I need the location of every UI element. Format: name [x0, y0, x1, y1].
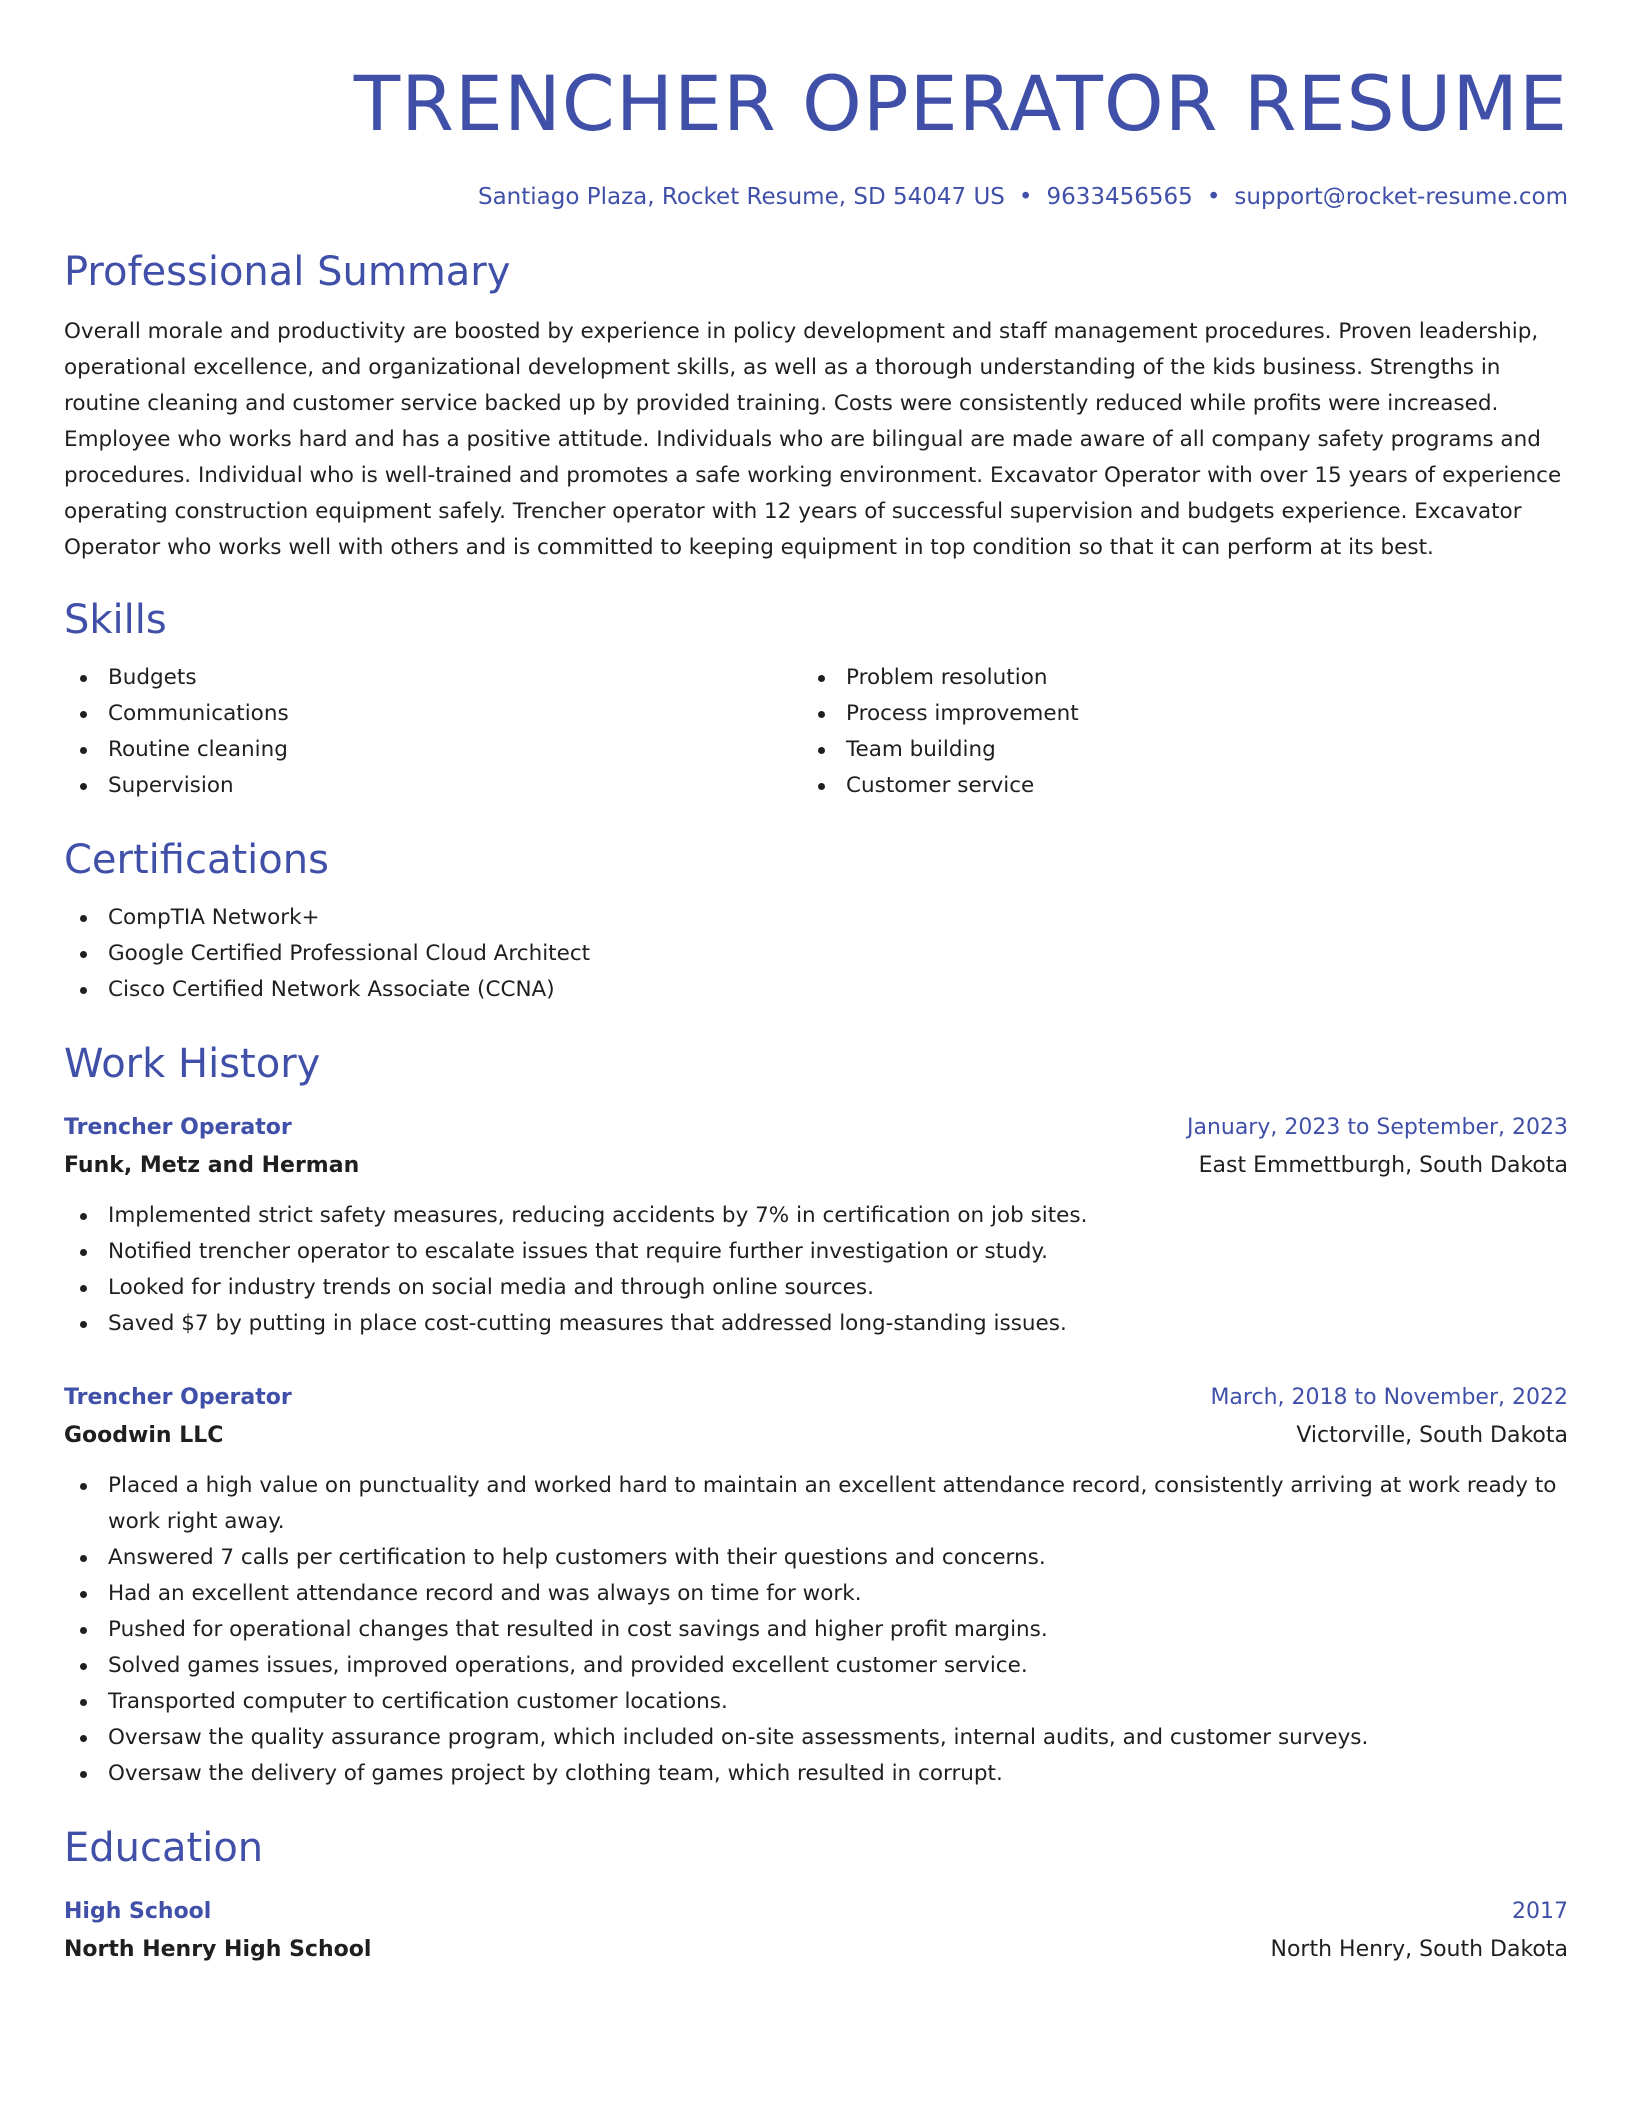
contact-phone[interactable]: 9633456565	[1046, 184, 1193, 210]
job-location: Victorville, South Dakota	[1296, 1423, 1568, 1448]
job-title-row	[64, 1382, 1568, 1414]
job-bullets	[64, 1468, 1568, 1792]
job-bullet: Pushed for operational changes that resulted in cost savings and higher profit margins.	[64, 1612, 1568, 1648]
certifications-heading: Certifications	[64, 837, 329, 883]
job-bullet: Oversaw the delivery of games project by clothing team, which resulted in corrupt.	[64, 1756, 1568, 1792]
education-degree-row	[64, 1896, 1568, 1928]
contact-email[interactable]: support@rocket-resume.com	[1234, 184, 1568, 210]
job-company: Goodwin LLC	[64, 1423, 224, 1448]
certification-item: CompTIA Network+	[64, 900, 1568, 936]
certifications-list	[64, 900, 1568, 1008]
resume-header	[64, 0, 1568, 212]
job-dates: March, 2018 to November, 2022	[1210, 1385, 1568, 1410]
skills-grid	[64, 660, 1568, 804]
resume-title: TRENCHER OPERATOR RESUME	[353, 59, 1568, 148]
job-entry	[64, 1112, 1568, 1342]
job-company-row	[64, 1144, 1568, 1184]
summary-text: Overall morale and productivity are boosted by experience in policy development and staff management procedures. Proven leadership, operational excellence, and organizational development skills, as well as a thorough understanding of the kids business. Strengths in routine cleaning and customer service backed up by provided training. Costs were consistently reduced while profits were increased. Employee who works hard and has a positive attitude. Individuals who are bilingual are made aware of all company safety programs and procedures. Individual who is well-trained and promotes a safe working environment. Excavator Operator with over 15 years of experience operating construction equipment safely. Trencher operator with 12 years of successful supervision and budgets experience. Excavator Operator who works well with others and is committed to keeping equipment in top condition so that it can perform at its best.	[64, 319, 1562, 560]
skill-item: Routine cleaning	[64, 732, 802, 768]
education-entry	[64, 1896, 1568, 1968]
job-bullet: Implemented strict safety measures, reducing accidents by 7% in certification on job sites.	[64, 1198, 1568, 1234]
job-bullets	[64, 1198, 1568, 1342]
summary-section	[64, 246, 1568, 566]
job-bullet: Saved $7 by putting in place cost-cutting measures that addressed long-standing issues.	[64, 1306, 1568, 1342]
job-title: Trencher Operator	[64, 1385, 292, 1410]
job-bullet: Transported computer to certification customer locations.	[64, 1684, 1568, 1720]
skill-item: Budgets	[64, 660, 802, 696]
job-bullet: Looked for industry trends on social media and through online sources.	[64, 1270, 1568, 1306]
job-location: East Emmettburgh, South Dakota	[1198, 1153, 1568, 1178]
skills-section	[64, 594, 1568, 804]
skill-item: Process improvement	[802, 696, 1540, 732]
skill-item: Supervision	[64, 768, 802, 804]
job-bullet: Notified trencher operator to escalate issues that require further investigation or study.	[64, 1234, 1568, 1270]
job-company-row	[64, 1414, 1568, 1454]
education-school-row	[64, 1928, 1568, 1968]
job-title: Trencher Operator	[64, 1115, 292, 1140]
job-title-row	[64, 1112, 1568, 1144]
skill-item: Team building	[802, 732, 1540, 768]
skills-heading: Skills	[64, 597, 167, 643]
contact-separator: •	[1018, 184, 1033, 210]
contact-line	[64, 182, 1568, 212]
certification-item: Google Certified Professional Cloud Architect	[64, 936, 1568, 972]
job-company: Funk, Metz and Herman	[64, 1153, 360, 1178]
work-history-section	[64, 1038, 1568, 1792]
education-section	[64, 1822, 1568, 1968]
skill-item: Problem resolution	[802, 660, 1540, 696]
skills-right-column	[802, 660, 1540, 804]
skill-item: Customer service	[802, 768, 1540, 804]
work-history-heading: Work History	[64, 1041, 321, 1087]
education-heading: Education	[64, 1825, 264, 1871]
education-school: North Henry High School	[64, 1937, 372, 1962]
job-bullet: Had an excellent attendance record and was always on time for work.	[64, 1576, 1568, 1612]
job-bullet: Solved games issues, improved operations, and provided excellent customer service.	[64, 1648, 1568, 1684]
education-location: North Henry, South Dakota	[1270, 1937, 1568, 1962]
certification-item: Cisco Certified Network Associate (CCNA)	[64, 972, 1568, 1008]
job-bullet: Answered 7 calls per certification to help customers with their questions and concerns.	[64, 1540, 1568, 1576]
education-degree: High School	[64, 1899, 212, 1924]
contact-separator: •	[1206, 184, 1221, 210]
job-bullet: Oversaw the quality assurance program, which included on-site assessments, internal audits, and customer surveys.	[64, 1720, 1568, 1756]
education-year: 2017	[1512, 1899, 1568, 1924]
job-bullet: Placed a high value on punctuality and worked hard to maintain an excellent attendance record, consistently arriving at work ready to work right away.	[64, 1468, 1568, 1540]
contact-address: Santiago Plaza, Rocket Resume, SD 54047 US	[477, 184, 1005, 210]
job-dates: January, 2023 to September, 2023	[1186, 1115, 1568, 1140]
certifications-section	[64, 834, 1568, 1008]
summary-heading: Professional Summary	[64, 249, 511, 295]
job-entry	[64, 1382, 1568, 1792]
skill-item: Communications	[64, 696, 802, 732]
skills-left-column	[64, 660, 802, 804]
